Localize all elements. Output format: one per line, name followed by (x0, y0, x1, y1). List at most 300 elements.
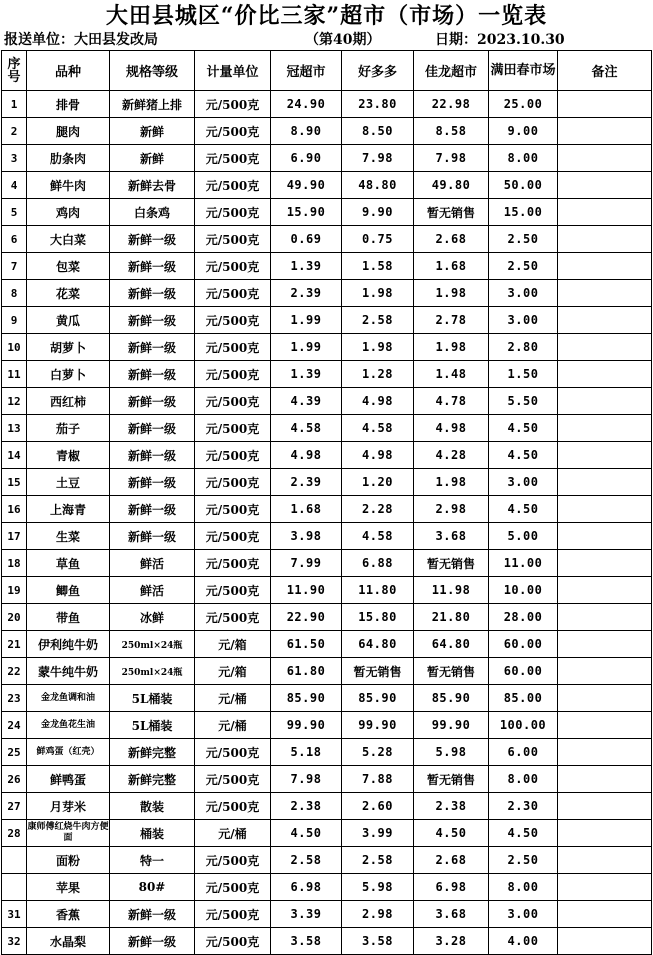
cell-haoduoduo-price: 4.98 (342, 442, 414, 469)
cell-note (558, 793, 652, 820)
cell-jialong-price: 3.68 (414, 901, 489, 928)
table-row (2, 658, 652, 685)
cell-unit: 元/500克 (195, 388, 271, 415)
cell-jialong-price: 2.68 (414, 847, 489, 874)
cell-note (558, 766, 652, 793)
cell-item: 排骨 (27, 91, 110, 118)
cell-item: 鲫鱼 (27, 577, 110, 604)
cell-note (558, 712, 652, 739)
cell-no: 17 (2, 523, 27, 550)
cell-jialong-price: 1.68 (414, 253, 489, 280)
cell-mantianchun-price: 3.00 (489, 901, 558, 928)
issue-number: （第40期） (305, 32, 381, 48)
cell-item: 鸡肉 (27, 199, 110, 226)
cell-note (558, 334, 652, 361)
cell-haoduoduo-price: 1.98 (342, 334, 414, 361)
cell-item: 肋条肉 (27, 145, 110, 172)
cell-haoduoduo-price: 23.80 (342, 91, 414, 118)
cell-no: 20 (2, 604, 27, 631)
cell-spec: 新鲜去骨 (110, 172, 195, 199)
cell-item: 金龙鱼花生油 (27, 712, 110, 739)
cell-item: 西红柿 (27, 388, 110, 415)
cell-spec: 桶装 (110, 820, 195, 847)
table-row (2, 604, 652, 631)
cell-jialong-price: 暂无销售 (414, 550, 489, 577)
cell-unit: 元/桶 (195, 712, 271, 739)
cell-mantianchun-price: 60.00 (489, 631, 558, 658)
cell-haoduoduo-price: 7.88 (342, 766, 414, 793)
cell-spec: 新鲜一级 (110, 496, 195, 523)
cell-mantianchun-price: 2.50 (489, 226, 558, 253)
table-row (2, 523, 652, 550)
table-row (2, 739, 652, 766)
cell-jialong-price: 1.98 (414, 469, 489, 496)
cell-note (558, 739, 652, 766)
cell-haoduoduo-price: 64.80 (342, 631, 414, 658)
cell-spec: 新鲜一级 (110, 928, 195, 955)
cell-jialong-price: 2.38 (414, 793, 489, 820)
cell-spec: 新鲜一级 (110, 469, 195, 496)
cell-note (558, 874, 652, 901)
cell-mantianchun-price: 5.50 (489, 388, 558, 415)
cell-jialong-price: 4.50 (414, 820, 489, 847)
cell-haoduoduo-price: 2.60 (342, 793, 414, 820)
cell-spec: 散装 (110, 793, 195, 820)
cell-note (558, 280, 652, 307)
cell-haoduoduo-price: 1.28 (342, 361, 414, 388)
cell-note (558, 307, 652, 334)
cell-note (558, 145, 652, 172)
cell-note (558, 550, 652, 577)
cell-mantianchun-price: 3.00 (489, 469, 558, 496)
table-row (2, 631, 652, 658)
cell-guan-price: 22.90 (271, 604, 342, 631)
cell-unit: 元/500克 (195, 523, 271, 550)
header-no: 序号 (2, 51, 27, 91)
header-mantianchun: 满田春市场 (489, 51, 558, 91)
cell-jialong-price: 22.98 (414, 91, 489, 118)
cell-unit: 元/500克 (195, 604, 271, 631)
cell-item: 茄子 (27, 415, 110, 442)
cell-jialong-price: 暂无销售 (414, 658, 489, 685)
cell-mantianchun-price: 4.50 (489, 442, 558, 469)
cell-no: 5 (2, 199, 27, 226)
cell-unit: 元/500克 (195, 739, 271, 766)
table-row (2, 253, 652, 280)
cell-jialong-price: 5.98 (414, 739, 489, 766)
cell-mantianchun-price: 60.00 (489, 658, 558, 685)
cell-unit: 元/500克 (195, 577, 271, 604)
cell-no: 14 (2, 442, 27, 469)
cell-item: 月芽米 (27, 793, 110, 820)
cell-note (558, 901, 652, 928)
cell-unit: 元/箱 (195, 658, 271, 685)
table-row (2, 577, 652, 604)
cell-note (558, 577, 652, 604)
cell-mantianchun-price: 8.00 (489, 145, 558, 172)
cell-mantianchun-price: 5.00 (489, 523, 558, 550)
cell-mantianchun-price: 1.50 (489, 361, 558, 388)
cell-no: 24 (2, 712, 27, 739)
cell-haoduoduo-price: 4.58 (342, 523, 414, 550)
cell-guan-price: 3.98 (271, 523, 342, 550)
cell-no: 16 (2, 496, 27, 523)
cell-haoduoduo-price: 48.80 (342, 172, 414, 199)
cell-guan-price: 0.69 (271, 226, 342, 253)
cell-note (558, 388, 652, 415)
cell-guan-price: 61.50 (271, 631, 342, 658)
cell-unit: 元/500克 (195, 793, 271, 820)
cell-item: 包菜 (27, 253, 110, 280)
cell-spec: 白条鸡 (110, 199, 195, 226)
cell-item: 香蕉 (27, 901, 110, 928)
cell-spec: 新鲜 (110, 145, 195, 172)
cell-item: 土豆 (27, 469, 110, 496)
cell-guan-price: 4.50 (271, 820, 342, 847)
cell-spec: 新鲜一级 (110, 334, 195, 361)
cell-mantianchun-price: 4.50 (489, 496, 558, 523)
cell-no: 19 (2, 577, 27, 604)
cell-haoduoduo-price: 2.58 (342, 847, 414, 874)
cell-spec: 新鲜一级 (110, 253, 195, 280)
cell-mantianchun-price: 85.00 (489, 685, 558, 712)
cell-guan-price: 8.90 (271, 118, 342, 145)
cell-item: 面粉 (27, 847, 110, 874)
cell-jialong-price: 7.98 (414, 145, 489, 172)
cell-haoduoduo-price: 1.58 (342, 253, 414, 280)
cell-item: 草鱼 (27, 550, 110, 577)
cell-note (558, 118, 652, 145)
cell-unit: 元/500克 (195, 928, 271, 955)
cell-no: 32 (2, 928, 27, 955)
cell-jialong-price: 8.58 (414, 118, 489, 145)
table-row (2, 199, 652, 226)
cell-mantianchun-price: 8.00 (489, 766, 558, 793)
cell-spec: 5L桶装 (110, 712, 195, 739)
cell-mantianchun-price: 4.50 (489, 820, 558, 847)
cell-guan-price: 24.90 (271, 91, 342, 118)
cell-jialong-price: 3.28 (414, 928, 489, 955)
cell-item: 上海青 (27, 496, 110, 523)
cell-spec: 新鲜一级 (110, 361, 195, 388)
table-row (2, 847, 652, 874)
table-row (2, 928, 652, 955)
table-row (2, 901, 652, 928)
cell-unit: 元/500克 (195, 91, 271, 118)
cell-item: 胡萝卜 (27, 334, 110, 361)
header-spec: 规格等级 (110, 51, 195, 91)
cell-spec: 新鲜一级 (110, 280, 195, 307)
cell-unit: 元/500克 (195, 766, 271, 793)
table-row (2, 91, 652, 118)
cell-note (558, 469, 652, 496)
cell-note (558, 415, 652, 442)
cell-mantianchun-price: 25.00 (489, 91, 558, 118)
cell-unit: 元/箱 (195, 631, 271, 658)
cell-haoduoduo-price: 99.90 (342, 712, 414, 739)
cell-no: 23 (2, 685, 27, 712)
cell-mantianchun-price: 6.00 (489, 739, 558, 766)
cell-mantianchun-price: 50.00 (489, 172, 558, 199)
cell-note (558, 91, 652, 118)
cell-haoduoduo-price: 6.88 (342, 550, 414, 577)
cell-note (558, 820, 652, 847)
cell-unit: 元/500克 (195, 415, 271, 442)
cell-no: 12 (2, 388, 27, 415)
cell-jialong-price: 6.98 (414, 874, 489, 901)
cell-haoduoduo-price: 9.90 (342, 199, 414, 226)
cell-spec: 新鲜一级 (110, 307, 195, 334)
cell-note (558, 928, 652, 955)
cell-haoduoduo-price: 4.58 (342, 415, 414, 442)
cell-spec: 特一 (110, 847, 195, 874)
header-item: 品种 (27, 51, 110, 91)
cell-item: 康师傅红烧牛肉方便面 (27, 820, 110, 847)
cell-jialong-price: 11.98 (414, 577, 489, 604)
cell-jialong-price: 4.28 (414, 442, 489, 469)
cell-no: 11 (2, 361, 27, 388)
cell-mantianchun-price: 2.80 (489, 334, 558, 361)
cell-jialong-price: 1.98 (414, 334, 489, 361)
cell-note (558, 361, 652, 388)
header-note: 备注 (558, 51, 652, 91)
cell-jialong-price: 21.80 (414, 604, 489, 631)
cell-guan-price: 2.58 (271, 847, 342, 874)
table-row (2, 307, 652, 334)
cell-no: 26 (2, 766, 27, 793)
table-row (2, 469, 652, 496)
cell-guan-price: 2.38 (271, 793, 342, 820)
cell-jialong-price: 1.48 (414, 361, 489, 388)
cell-spec: 鲜活 (110, 577, 195, 604)
cell-guan-price: 2.39 (271, 469, 342, 496)
cell-guan-price: 1.39 (271, 253, 342, 280)
cell-haoduoduo-price: 5.28 (342, 739, 414, 766)
cell-unit: 元/500克 (195, 442, 271, 469)
cell-spec: 新鲜一级 (110, 901, 195, 928)
cell-jialong-price: 暂无销售 (414, 199, 489, 226)
table-row (2, 793, 652, 820)
cell-item: 黄瓜 (27, 307, 110, 334)
table-row (2, 874, 652, 901)
cell-guan-price: 3.39 (271, 901, 342, 928)
cell-note (558, 172, 652, 199)
cell-item: 鲜鸭蛋 (27, 766, 110, 793)
cell-unit: 元/500克 (195, 550, 271, 577)
table-row (2, 820, 652, 847)
cell-guan-price: 99.90 (271, 712, 342, 739)
header-jialong: 佳龙超市 (414, 51, 489, 91)
cell-unit: 元/500克 (195, 847, 271, 874)
cell-mantianchun-price: 3.00 (489, 307, 558, 334)
cell-spec: 5L桶装 (110, 685, 195, 712)
cell-item: 水晶梨 (27, 928, 110, 955)
cell-mantianchun-price: 10.00 (489, 577, 558, 604)
cell-spec: 250ml×24瓶 (110, 631, 195, 658)
header-haoduoduo: 好多多 (342, 51, 414, 91)
cell-haoduoduo-price: 2.58 (342, 307, 414, 334)
cell-spec: 新鲜一级 (110, 388, 195, 415)
cell-guan-price: 4.39 (271, 388, 342, 415)
cell-mantianchun-price: 28.00 (489, 604, 558, 631)
cell-no: 7 (2, 253, 27, 280)
cell-no: 18 (2, 550, 27, 577)
table-row (2, 550, 652, 577)
cell-mantianchun-price: 8.00 (489, 874, 558, 901)
cell-no: 22 (2, 658, 27, 685)
cell-no: 10 (2, 334, 27, 361)
cell-unit: 元/500克 (195, 361, 271, 388)
cell-spec: 冰鲜 (110, 604, 195, 631)
cell-jialong-price: 3.68 (414, 523, 489, 550)
cell-jialong-price: 64.80 (414, 631, 489, 658)
cell-haoduoduo-price: 2.28 (342, 496, 414, 523)
cell-mantianchun-price: 2.50 (489, 847, 558, 874)
cell-item: 鲜牛肉 (27, 172, 110, 199)
cell-jialong-price: 4.78 (414, 388, 489, 415)
cell-unit: 元/500克 (195, 307, 271, 334)
cell-jialong-price: 85.90 (414, 685, 489, 712)
cell-guan-price: 1.39 (271, 361, 342, 388)
cell-unit: 元/500克 (195, 253, 271, 280)
cell-spec: 新鲜 (110, 118, 195, 145)
cell-jialong-price: 4.98 (414, 415, 489, 442)
cell-haoduoduo-price: 1.20 (342, 469, 414, 496)
cell-mantianchun-price: 2.50 (489, 253, 558, 280)
header-unit: 计量单位 (195, 51, 271, 91)
cell-note (558, 847, 652, 874)
table-row (2, 388, 652, 415)
cell-haoduoduo-price: 4.98 (342, 388, 414, 415)
cell-spec: 新鲜完整 (110, 766, 195, 793)
cell-jialong-price: 暂无销售 (414, 766, 489, 793)
cell-unit: 元/500克 (195, 901, 271, 928)
cell-guan-price: 15.90 (271, 199, 342, 226)
cell-unit: 元/500克 (195, 334, 271, 361)
cell-guan-price: 85.90 (271, 685, 342, 712)
cell-jialong-price: 2.98 (414, 496, 489, 523)
cell-item: 腿肉 (27, 118, 110, 145)
cell-note (558, 253, 652, 280)
cell-jialong-price: 49.80 (414, 172, 489, 199)
table-row (2, 172, 652, 199)
cell-unit: 元/500克 (195, 199, 271, 226)
cell-guan-price: 7.99 (271, 550, 342, 577)
cell-spec: 80# (110, 874, 195, 901)
cell-haoduoduo-price: 暂无销售 (342, 658, 414, 685)
cell-note (558, 442, 652, 469)
table-row (2, 415, 652, 442)
cell-unit: 元/500克 (195, 280, 271, 307)
cell-mantianchun-price: 9.00 (489, 118, 558, 145)
cell-no: 3 (2, 145, 27, 172)
table-row (2, 712, 652, 739)
cell-guan-price: 1.99 (271, 307, 342, 334)
cell-item: 花菜 (27, 280, 110, 307)
cell-no: 27 (2, 793, 27, 820)
table-row (2, 280, 652, 307)
cell-item: 大白菜 (27, 226, 110, 253)
cell-note (558, 604, 652, 631)
cell-unit: 元/桶 (195, 685, 271, 712)
cell-guan-price: 7.98 (271, 766, 342, 793)
cell-jialong-price: 99.90 (414, 712, 489, 739)
cell-no: 15 (2, 469, 27, 496)
cell-guan-price: 1.68 (271, 496, 342, 523)
cell-item: 带鱼 (27, 604, 110, 631)
cell-spec: 鲜活 (110, 550, 195, 577)
cell-haoduoduo-price: 15.80 (342, 604, 414, 631)
cell-haoduoduo-price: 2.98 (342, 901, 414, 928)
table-row (2, 685, 652, 712)
cell-note (558, 496, 652, 523)
cell-mantianchun-price: 4.50 (489, 415, 558, 442)
cell-no (2, 847, 27, 874)
cell-mantianchun-price: 100.00 (489, 712, 558, 739)
cell-haoduoduo-price: 3.99 (342, 820, 414, 847)
cell-no: 8 (2, 280, 27, 307)
cell-unit: 元/500克 (195, 172, 271, 199)
page-title: 大田县城区“价比三家”超市（市场）一览表 (105, 3, 548, 29)
cell-mantianchun-price: 2.30 (489, 793, 558, 820)
cell-item: 伊利纯牛奶 (27, 631, 110, 658)
cell-guan-price: 4.98 (271, 442, 342, 469)
cell-jialong-price: 2.68 (414, 226, 489, 253)
cell-haoduoduo-price: 1.98 (342, 280, 414, 307)
cell-note (558, 685, 652, 712)
cell-haoduoduo-price: 8.50 (342, 118, 414, 145)
cell-mantianchun-price: 11.00 (489, 550, 558, 577)
cell-jialong-price: 1.98 (414, 280, 489, 307)
cell-item: 鲜鸡蛋（红壳） (27, 739, 110, 766)
cell-haoduoduo-price: 85.90 (342, 685, 414, 712)
cell-jialong-price: 2.78 (414, 307, 489, 334)
cell-no: 6 (2, 226, 27, 253)
cell-item: 白萝卜 (27, 361, 110, 388)
cell-note (558, 658, 652, 685)
cell-guan-price: 6.98 (271, 874, 342, 901)
cell-no: 21 (2, 631, 27, 658)
cell-item: 苹果 (27, 874, 110, 901)
cell-no: 1 (2, 91, 27, 118)
cell-no: 4 (2, 172, 27, 199)
table-row (2, 145, 652, 172)
cell-spec: 新鲜完整 (110, 739, 195, 766)
table-row (2, 442, 652, 469)
cell-item: 青椒 (27, 442, 110, 469)
cell-no: 25 (2, 739, 27, 766)
cell-note (558, 523, 652, 550)
cell-guan-price: 1.99 (271, 334, 342, 361)
header-guan: 冠超市 (271, 51, 342, 91)
table-row (2, 496, 652, 523)
cell-mantianchun-price: 3.00 (489, 280, 558, 307)
table-row (2, 226, 652, 253)
cell-guan-price: 4.58 (271, 415, 342, 442)
cell-spec: 新鲜一级 (110, 415, 195, 442)
cell-note (558, 631, 652, 658)
table-row (2, 766, 652, 793)
cell-item: 蒙牛纯牛奶 (27, 658, 110, 685)
cell-spec: 新鲜一级 (110, 523, 195, 550)
cell-mantianchun-price: 15.00 (489, 199, 558, 226)
cell-unit: 元/500克 (195, 496, 271, 523)
table-body (2, 91, 652, 955)
cell-item: 金龙鱼调和油 (27, 685, 110, 712)
cell-note (558, 199, 652, 226)
cell-no (2, 874, 27, 901)
cell-no: 13 (2, 415, 27, 442)
